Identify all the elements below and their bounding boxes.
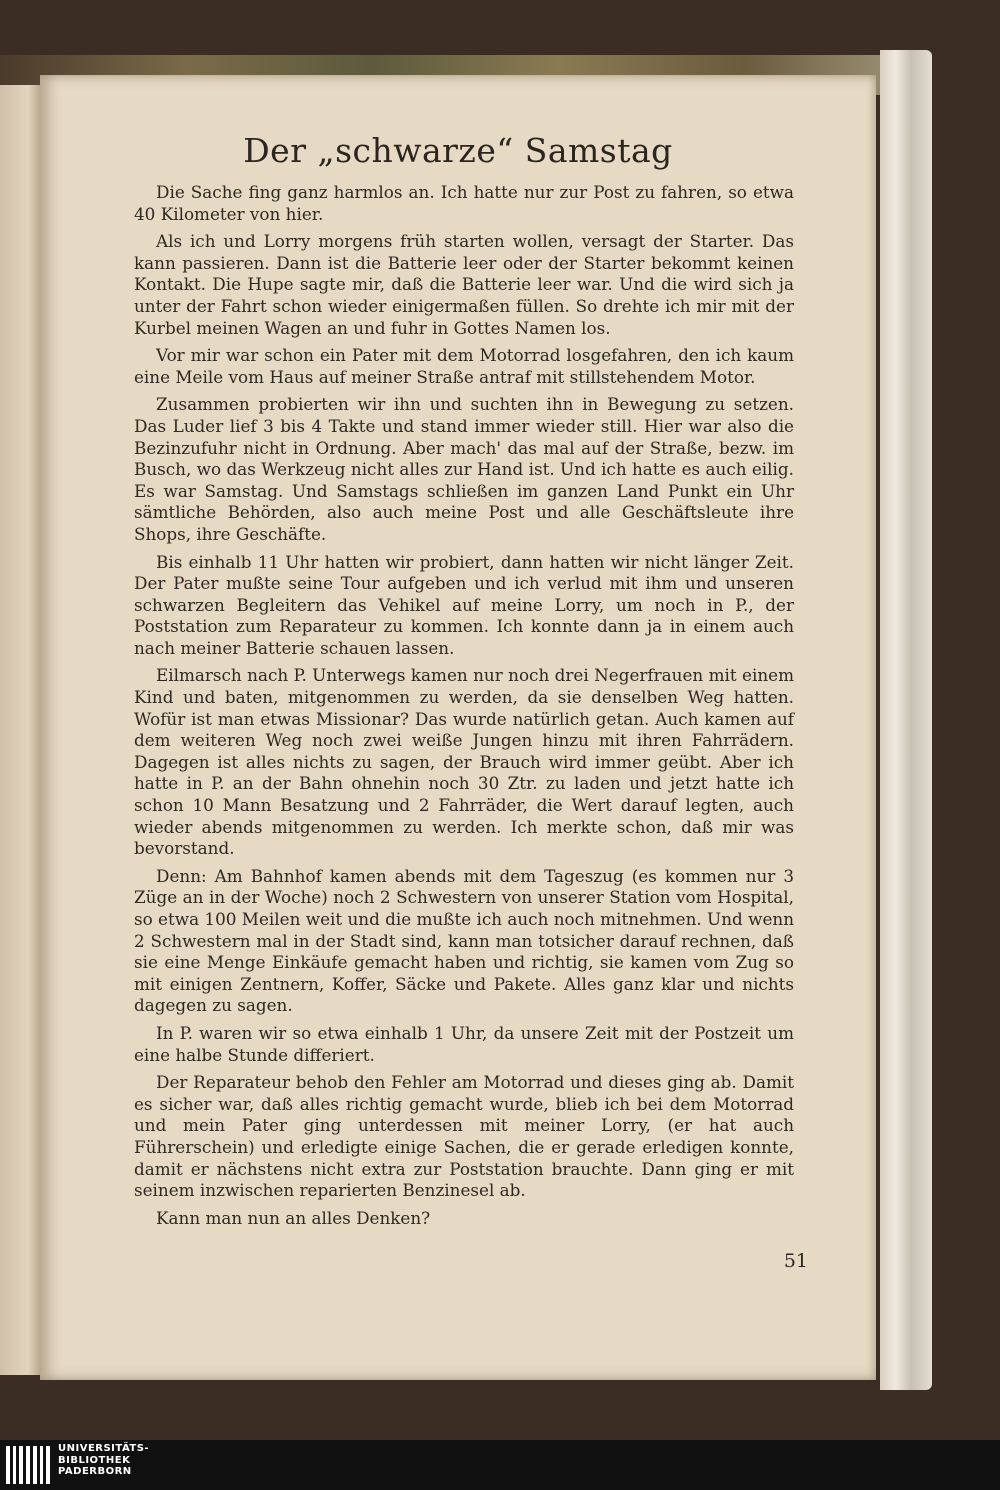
paragraph-1: Die Sache fing ganz harmlos an. Ich hatte nur zur Post zu fahren, so etwa 40 Kilometer von hier. (134, 182, 794, 224)
paragraph-6: Eilmarsch nach P. Unterwegs kamen nur noch drei Negerfrauen mit einem Kind und baten, mitgenommen zu werden, da sie denselben Weg hatten. Wofür ist man etwas Missionar? Das wurde natürlich getan. Auch kamen auf dem weiteren Weg noch zwei weiße Jungen hinzu mit ihren Fahrrädern. Dagegen ist alles nichts zu sagen, der Brauch wird immer geübt. Aber ich hatte in P. an der Bahn ohnehin noch 30 Ztr. zu laden und jetzt hatte ich schon 10 Mann Besatzung und 2 Fahrräder, die Wert darauf legten, auch wieder abends mitgenommen zu werden. Ich merkte schon, daß mir was bevorstand. (134, 665, 794, 859)
library-name (58, 1443, 149, 1478)
library-name-line-3: PADERBORN (58, 1466, 132, 1477)
library-name-line-1: UNIVERSITÄTS- (58, 1443, 150, 1454)
library-barcode-logo-icon (6, 1446, 50, 1484)
page-number: 51 (783, 1250, 808, 1272)
left-page-edge (0, 85, 40, 1375)
library-footer (0, 1440, 1000, 1490)
paragraph-2: Als ich und Lorry morgens früh starten wollen, versagt der Starter. Das kann passieren. Dann ist die Batterie leer oder der Starter bekommt keinen Kontakt. Die Hupe sagte mir, daß die Batterie leer war. Und die wird sich ja unter der Fahrt schon wieder einigermaßen füllen. So drehte ich mir mit der Kurbel meinen Wagen an und fuhr in Gottes Namen los. (134, 231, 794, 338)
book-page (40, 75, 876, 1380)
paragraph-7: Denn: Am Bahnhof kamen abends mit dem Tageszug (es kommen nur 3 Züge an in der Woche) noch 2 Schwestern von unserer Station vom Hospital, so etwa 100 Meilen weit und die mußte ich auch noch mitnehmen. Und wenn 2 Schwestern mal in der Stadt sind, kann man totsicher darauf rechnen, daß sie eine Menge Einkäufe gemacht haben und richtig, sie kamen vom Zug so mit einigen Zentnern, Koffer, Säcke und Pakete. Alles ganz klar und nichts dagegen zu sagen. (134, 865, 794, 1016)
book-fore-edge (880, 50, 932, 1390)
paragraph-5: Bis einhalb 11 Uhr hatten wir probiert, dann hatten wir nicht länger Zeit. Der Pater mußte seine Tour aufgeben und ich verlud mit ihm und unseren schwarzen Begleitern das Vehikel auf meine Lorry, um noch in P., der Poststation zum Reparateur zu kommen. Ich konnte dann ja in einem auch nach meiner Batterie schauen lassen. (134, 551, 794, 658)
body-text (134, 182, 794, 1235)
paragraph-8: In P. waren wir so etwa einhalb 1 Uhr, da unsere Zeit mit der Postzeit um eine halbe Stunde differiert. (134, 1022, 794, 1065)
page-title: Der „schwarze“ Samstag (243, 131, 673, 170)
paragraph-4: Zusammen probierten wir ihn und suchten ihn in Bewegung zu setzen. Das Luder lief 3 bis 4 Takte und stand immer wieder still. Hier war also die Bezinzufuhr nicht in Ordnung. Aber mach' das mal auf der Straße, bezw. im Busch, wo das Werkzeug nicht alles zur Hand ist. Und ich hatte es auch eilig. Es war Samstag. Und Samstags schließen im ganzen Land Punkt ein Uhr sämtliche Behörden, also auch meine Post und alle Geschäftsleute ihre Shops, ihre Geschäfte. (134, 394, 794, 544)
paragraph-10: Kann man nun an alles Denken? (156, 1207, 431, 1228)
paragraph-9: Der Reparateur behob den Fehler am Motorrad und dieses ging ab. Damit es sicher war, daß alles richtig gemacht wurde, blieb ich bei dem Motorrad und mein Pater ging unterdessen mit meiner Lorry, (er hat auch Führerschein) und erledigte einige Sachen, die er gerade erledigen konnte, damit er nächstens nicht extra zur Poststation brauchte. Dann ging er mit seinem inzwischen reparierten Benzinesel ab. (134, 1072, 794, 1201)
library-name-line-2: BIBLIOTHEK (58, 1454, 131, 1466)
paragraph-3: Vor mir war schon ein Pater mit dem Motorrad losgefahren, den ich kaum eine Meile vom Haus auf meiner Straße antraf mit stillstehendem Motor. (134, 345, 794, 387)
